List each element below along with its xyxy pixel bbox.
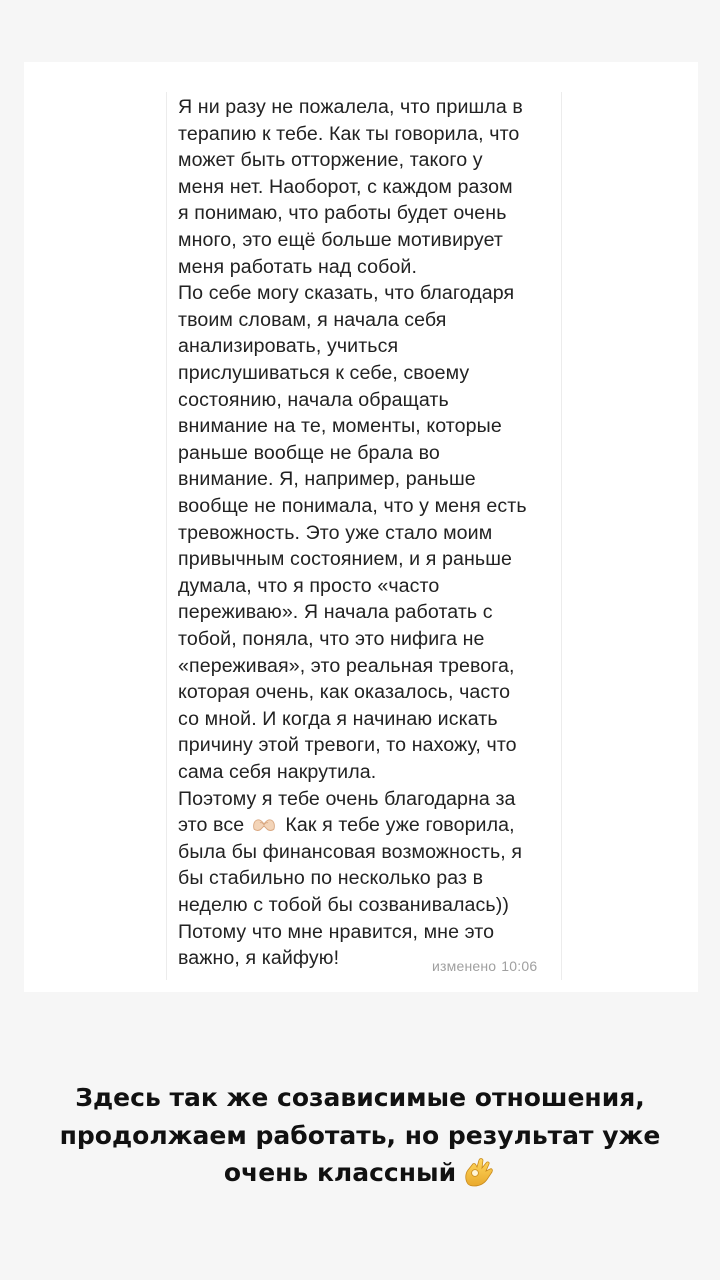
message-line: сама себя накрутила. (178, 761, 377, 783)
message-line: может быть отторжение, такого у (178, 149, 483, 172)
message-line: состоянию, начала обращать (178, 388, 449, 411)
message-line: я понимаю, что работы будет очень (178, 202, 507, 225)
message-line: внимание на те, моменты, которые (178, 415, 502, 438)
message-line: причину этой тревоги, то нахожу, что (178, 734, 517, 757)
message-line: Потому что мне нравится, мне это (178, 920, 495, 943)
message-line: много, это ещё больше мотивирует (178, 229, 503, 251)
message-line: тревожность. Это уже стало моим (178, 521, 493, 544)
message-line: Я ни разу не пожалела, что пришла в (178, 96, 523, 118)
message-meta (432, 958, 537, 974)
message-line: раньше вообще не брала во (178, 441, 440, 464)
message-line: «переживая», это реальная тревога, (178, 654, 515, 677)
message-line: важно, я кайфую! (178, 947, 340, 970)
message-line: бы стабильно по несколько раз в (178, 867, 484, 890)
message-line-part: Как я тебе уже говорила, (285, 814, 515, 837)
message-line: которая очень, как оказалось, часто (178, 681, 511, 704)
message-line: прислушиваться к себе, своему (178, 362, 470, 384)
message-line: со мной. И когда я начинаю искать (178, 707, 498, 730)
message-line: терапию к тебе. Как ты говорила, что (178, 122, 520, 145)
caption-line-with-emoji (0, 1154, 720, 1189)
message-line: внимание. Я, например, раньше (178, 468, 476, 491)
caption-line: очень классный (223, 1158, 457, 1187)
caption-line: продолжаем работать, но результат уже (59, 1121, 661, 1150)
message-line: была бы финансовая возможность, я (178, 840, 523, 863)
message-line: вообще не понимала, что у меня есть (178, 495, 527, 517)
message-line: меня работать над собой. (178, 255, 417, 278)
message-time: 10:06 (501, 958, 538, 974)
message-line: переживаю». Я начала работать с (178, 601, 493, 624)
message-line: По себе могу сказать, что благодаря (178, 282, 515, 305)
message-line-part: это все (178, 814, 245, 837)
heart-hands-emoji-icon (252, 814, 276, 830)
message-line: привычным состоянием, и я раньше (178, 548, 513, 571)
caption-line: Здесь так же созависимые отношения, (75, 1083, 645, 1112)
message-line: Поэтому я тебе очень благодарна за (178, 787, 516, 810)
message-line: твоим словам, я начала себя (178, 308, 447, 331)
message-line: меня нет. Наоборот, с каждом разом (178, 175, 513, 198)
edited-label: изменено (432, 958, 497, 974)
message-line-with-emoji (178, 812, 515, 839)
message-line: тобой, поняла, что это нифига не (178, 628, 485, 650)
message-line: неделю с тобой бы созванивалась)) (178, 894, 509, 916)
message-line: думала, что я просто «часто (178, 574, 440, 597)
message-line: анализировать, учиться (178, 335, 399, 358)
ok-hand-emoji-icon (462, 1154, 496, 1188)
